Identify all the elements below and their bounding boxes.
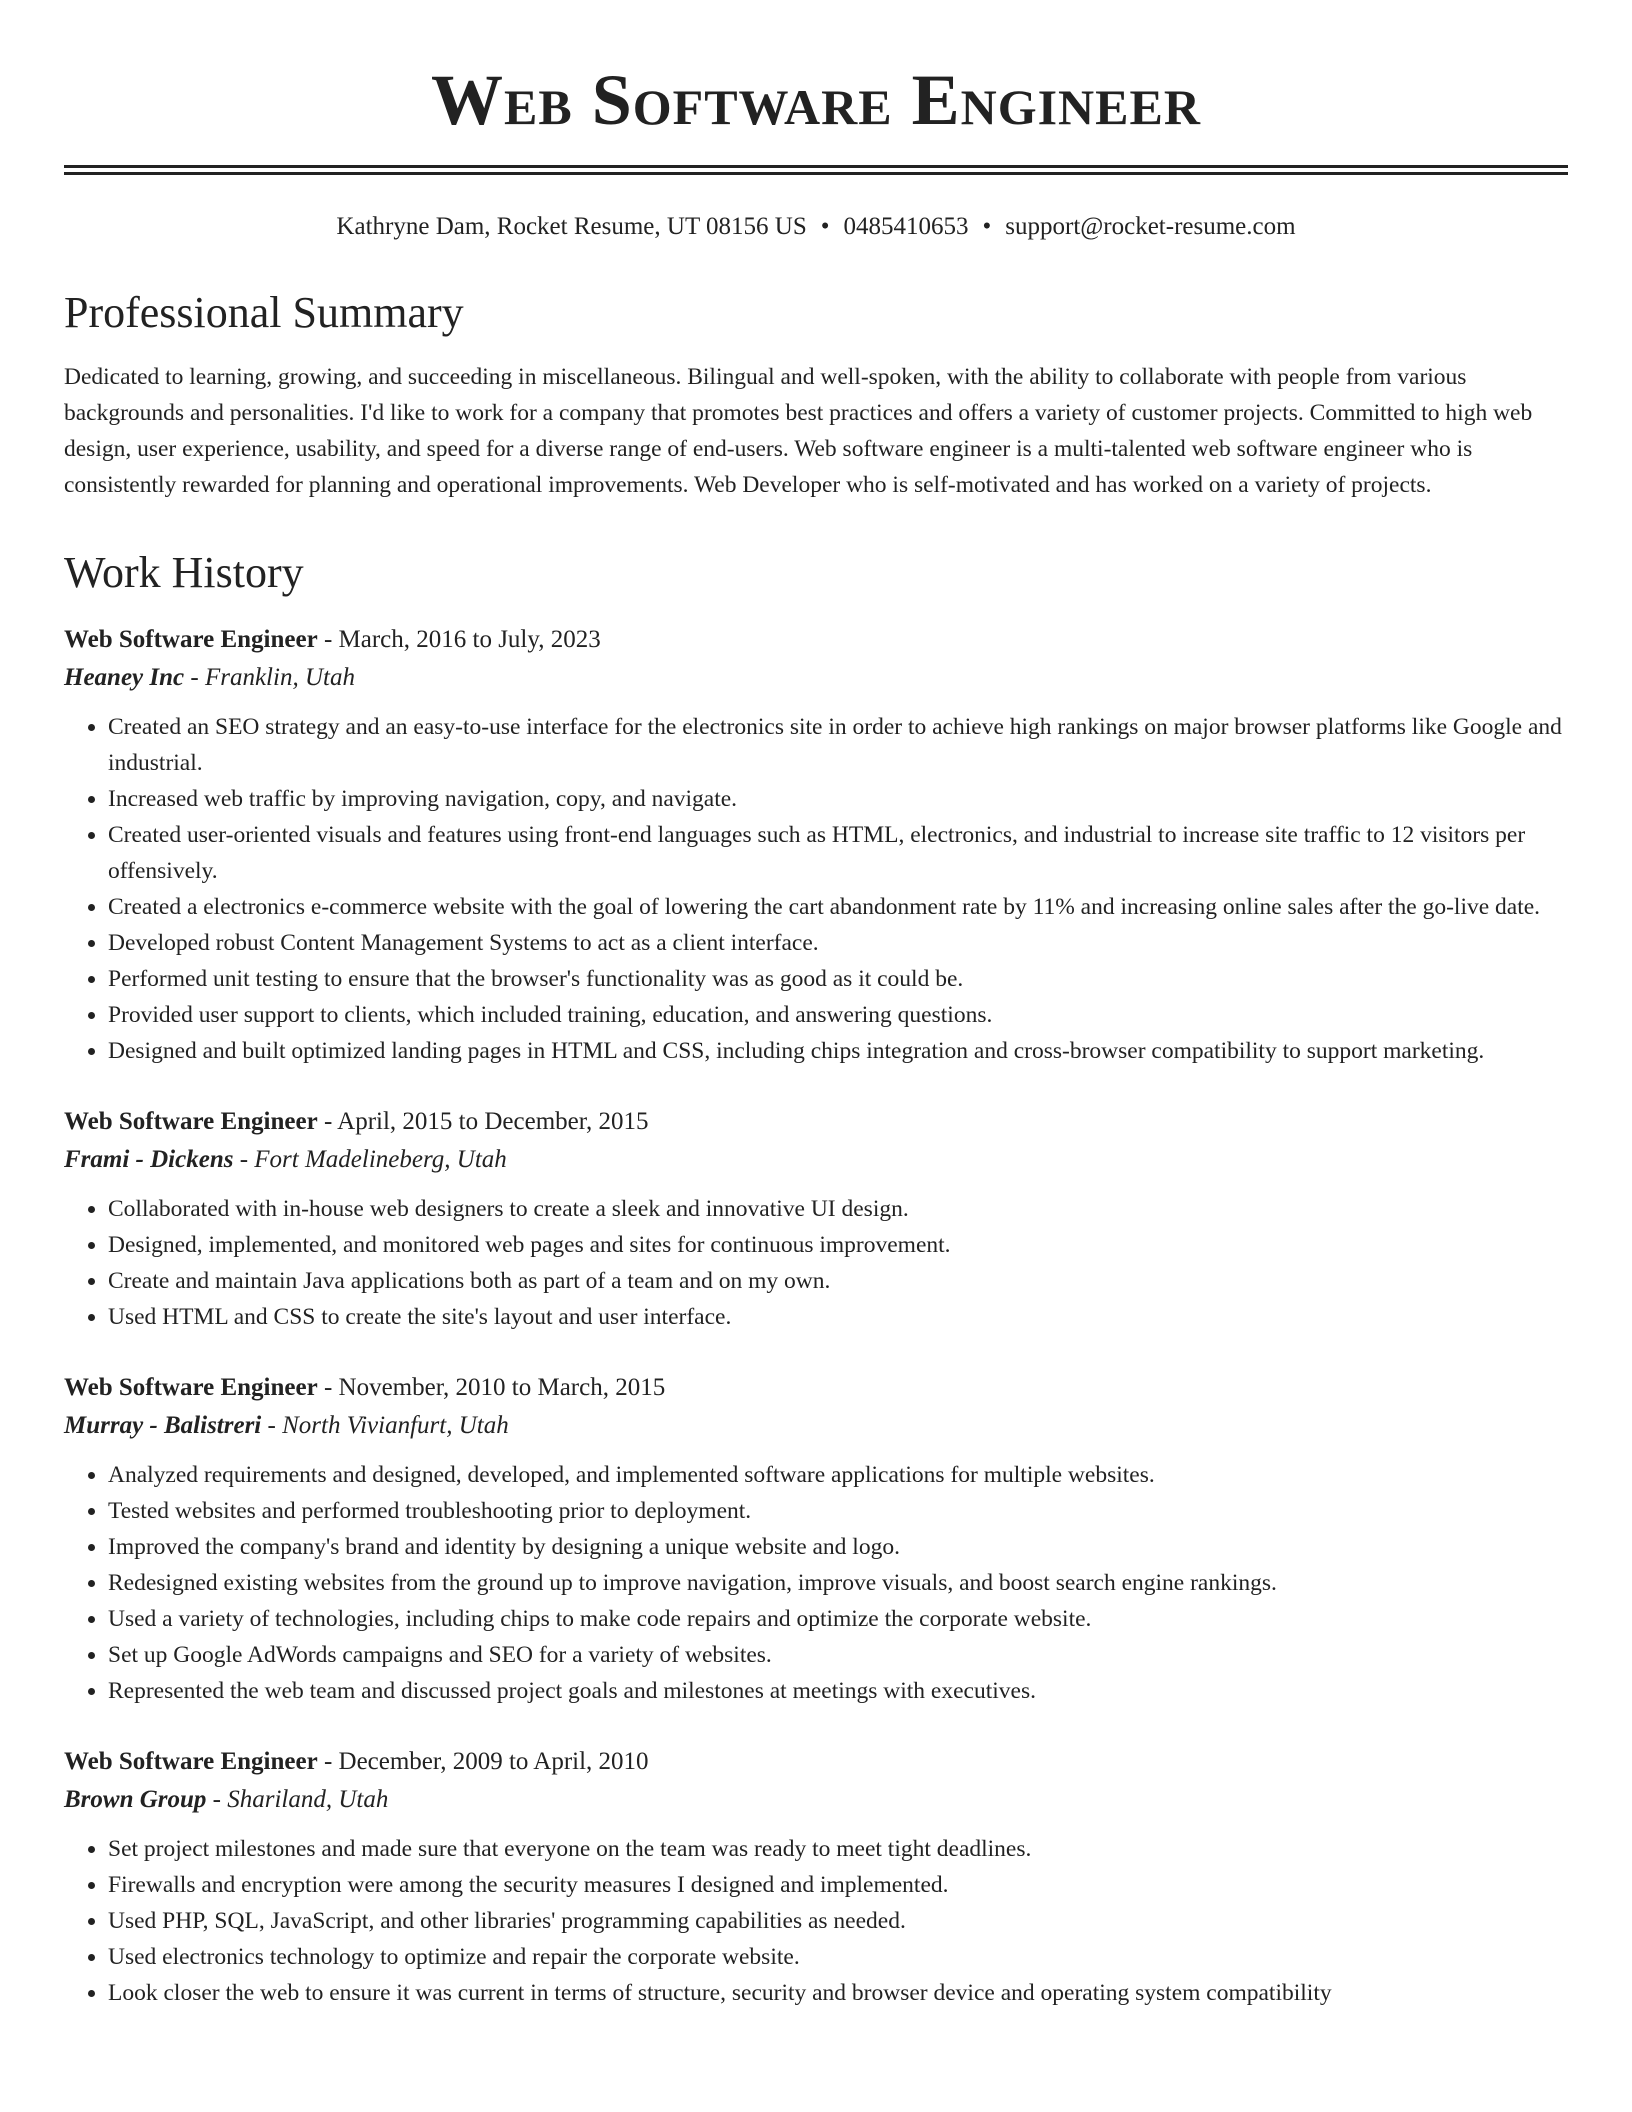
job-company-line [64,1141,1568,1179]
job-title: Web Software Engineer [64,1108,318,1135]
job-bullet: • Designed, implemented, and monitored web pages and sites for continuous improvement. [108,1227,1568,1263]
job-dates: - November, 2010 to March, 2015 [317,1374,666,1401]
job-bullets [64,1831,1568,2011]
job-title: Web Software Engineer [64,1748,318,1775]
job-entry [64,621,1568,1069]
work-history-list [64,621,1568,2011]
job-header [64,621,1568,659]
job-bullet: • Look closer the web to ensure it was current in terms of structure, security and browser device and operating system compatibility [108,1975,1568,2011]
job-bullet: • Created user-oriented visuals and features using front-end languages such as HTML, electronics, and industrial to increase site traffic to 12 visitors per offensively. [108,817,1568,889]
job-bullet: • Set up Google AdWords campaigns and SEO for a variety of websites. [108,1637,1568,1673]
summary-text: Dedicated to learning, growing, and succeeding in miscellaneous. Bilingual and well-spoken, with the ability to collaborate with people from various backgrounds and personalities. I'd like to work for a company that promotes best practices and offers a variety of customer projects. Committed to high web design, user experience, usability, and speed for a diverse range of end-users. Web software engineer is a multi-talented web software engineer who is consistently rewarded for planning and operational improvements. Web Developer who is self-motivated and has worked on a variety of projects. [64,364,1533,498]
job-bullet: • Used HTML and CSS to create the site's layout and user interface. [108,1299,1568,1335]
job-bullets [64,1457,1568,1709]
job-dates: - December, 2009 to April, 2010 [317,1748,649,1775]
contact-address: Kathryne Dam, Rocket Resume, UT 08156 US [336,213,807,240]
job-location: - Shariland, Utah [206,1786,389,1813]
summary-heading: Professional Summary [64,288,464,337]
job-dates: - March, 2016 to July, 2023 [317,626,601,653]
job-location: - Fort Madelineberg, Utah [233,1146,507,1173]
job-company: Brown Group [64,1786,207,1813]
job-dates: - April, 2015 to December, 2015 [317,1108,649,1135]
job-company-line [64,659,1568,697]
job-location: - Franklin, Utah [184,664,355,691]
resume-title: Web Software Engineer [431,60,1201,140]
job-header [64,1103,1568,1141]
job-company-line [64,1407,1568,1445]
job-bullets [64,1191,1568,1335]
job-bullet: • Analyzed requirements and designed, developed, and implemented software applications for multiple websites. [108,1457,1568,1493]
job-bullet: • Collaborated with in-house web designers to create a sleek and innovative UI design. [108,1191,1568,1227]
job-company: Frami - Dickens [64,1146,234,1173]
job-title: Web Software Engineer [64,1374,318,1401]
job-bullet: • Created a electronics e-commerce website with the goal of lowering the cart abandonment rate by 11% and increasing online sales after the go-live date. [108,889,1568,925]
job-company: Heaney Inc [64,664,185,691]
job-entry [64,1743,1568,2011]
work-history-heading: Work History [64,548,304,597]
contact-phone: 0485410653 [843,213,969,240]
job-bullet: • Performed unit testing to ensure that the browser's functionality was as good as it could be. [108,961,1568,997]
job-bullet: • Increased web traffic by improving navigation, copy, and navigate. [108,781,1568,817]
job-company-line [64,1781,1568,1819]
job-bullets [64,709,1568,1069]
job-bullet: • Tested websites and performed troubleshooting prior to deployment. [108,1493,1568,1529]
job-bullet: • Used electronics technology to optimize and repair the corporate website. [108,1939,1568,1975]
job-bullet: • Developed robust Content Management Systems to act as a client interface. [108,925,1568,961]
job-bullet: • Redesigned existing websites from the ground up to improve navigation, improve visuals, and boost search engine rankings. [108,1565,1568,1601]
job-bullet: • Created an SEO strategy and an easy-to-use interface for the electronics site in order to achieve high rankings on major browser platforms like Google and industrial. [108,709,1568,781]
title-double-rule [64,165,1568,175]
job-bullet: • Designed and built optimized landing pages in HTML and CSS, including chips integration and cross-browser compatibility to support marketing. [108,1033,1568,1069]
job-header [64,1369,1568,1407]
job-bullet: • Set project milestones and made sure that everyone on the team was ready to meet tight deadlines. [108,1831,1568,1867]
job-bullet: • Firewalls and encryption were among the security measures I designed and implemented. [108,1867,1568,1903]
contact-email: support@rocket-resume.com [1005,213,1296,240]
contact-separator: • [982,213,992,240]
job-title: Web Software Engineer [64,626,318,653]
job-bullet: • Create and maintain Java applications both as part of a team and on my own. [108,1263,1568,1299]
job-header [64,1743,1568,1781]
job-bullet: • Used PHP, SQL, JavaScript, and other libraries' programming capabilities as needed. [108,1903,1568,1939]
job-company: Murray - Balistreri [64,1412,262,1439]
job-location: - North Vivianfurt, Utah [261,1412,509,1439]
job-entry [64,1369,1568,1709]
job-bullet: • Represented the web team and discussed project goals and milestones at meetings with executives. [108,1673,1568,1709]
job-bullet: • Improved the company's brand and identity by designing a unique website and logo. [108,1529,1568,1565]
job-bullet: • Provided user support to clients, which included training, education, and answering questions. [108,997,1568,1033]
job-entry [64,1103,1568,1335]
contact-separator: • [820,213,830,240]
job-bullet: • Used a variety of technologies, including chips to make code repairs and optimize the corporate website. [108,1601,1568,1637]
contact-line [64,211,1568,243]
